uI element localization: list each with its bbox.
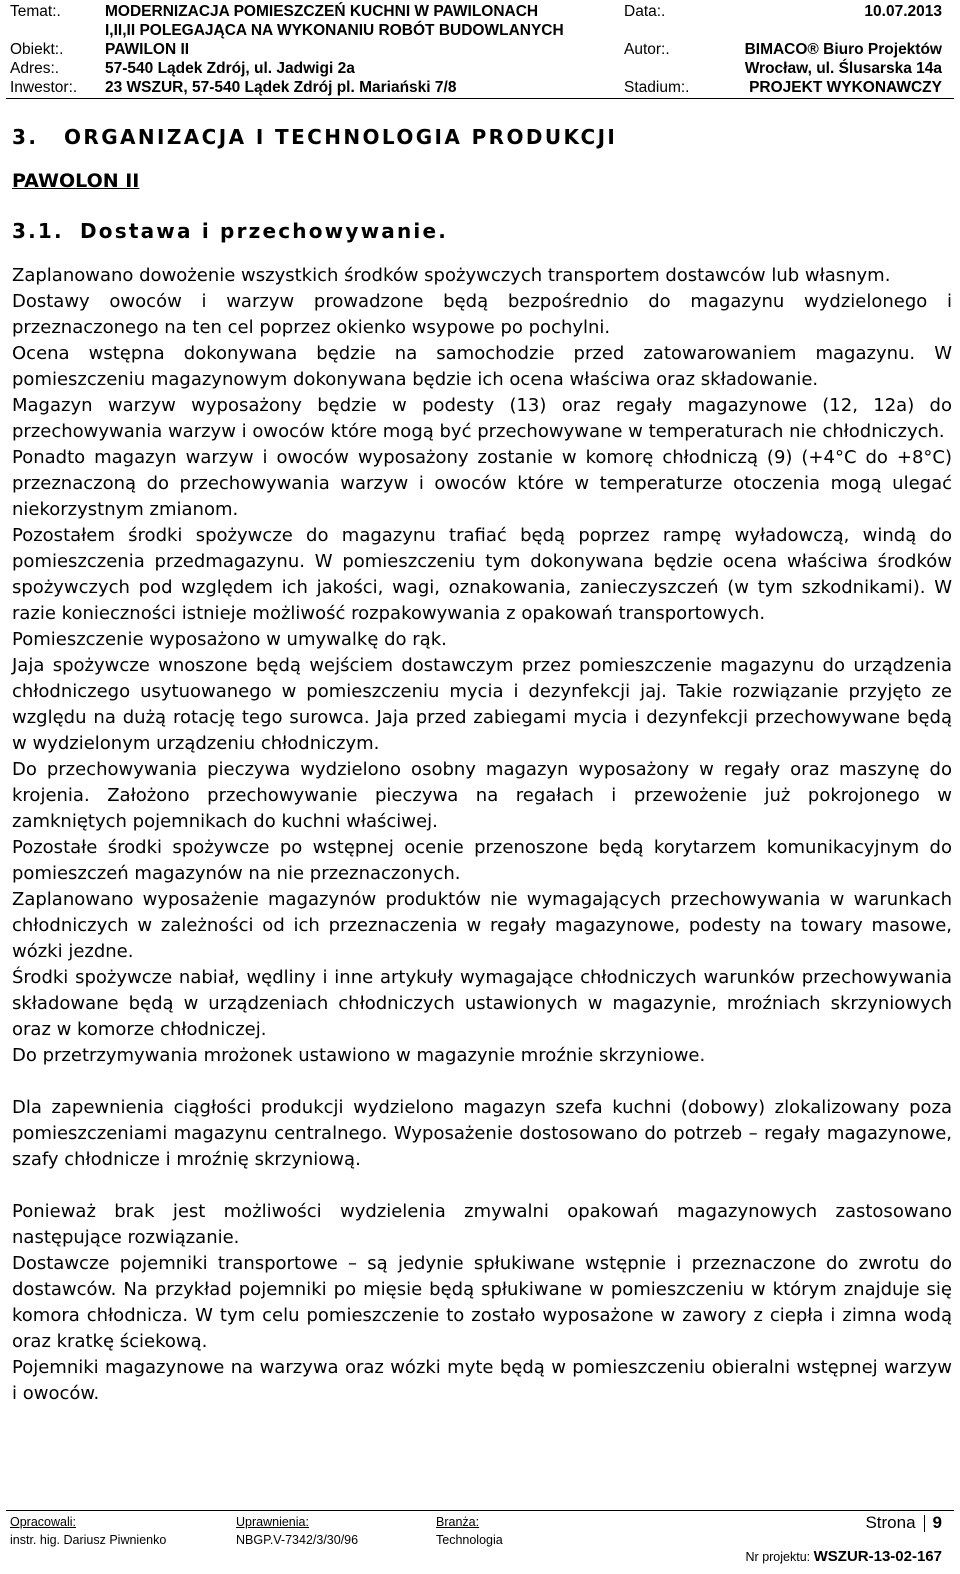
footer-license xyxy=(236,1513,358,1549)
header-value: PAWILON II xyxy=(105,41,190,58)
header-row-adres xyxy=(6,59,954,78)
document-header xyxy=(6,2,954,99)
header-label: Adres:. xyxy=(10,60,60,77)
header-row-obiekt xyxy=(6,40,954,59)
paragraph: Zaplanowano dowożenie wszystkich środków spożywczych transportem dostawców lub własnym. xyxy=(12,265,891,286)
paragraph: Pomieszczenie wyposażono w umywalkę do rąk. xyxy=(12,629,447,650)
paragraph: Do przechowywania pieczywa wydzielono osobny magazyn wyposażony w regały oraz maszynę do krojenia. Założono przechowywanie pieczywa na regałach i przewożenie już pokrojonego w zamkniętych pojemnikach do kuchni właściwej. xyxy=(12,759,952,832)
header-label-right: Data:. xyxy=(624,3,666,20)
header-value-right: 10.07.2013 xyxy=(864,3,942,20)
paragraph: Ponieważ brak jest możliwości wydzielenia zmywalni opakowań magazynowych zastosowano następujące rozwiązanie. xyxy=(12,1201,952,1248)
paragraph: Dostawcze pojemniki transportowe – są jedynie spłukiwane wstępnie i przeznaczone do zwrotu do dostawców. Na przykład pojemniki po mięsie będą spłukiwane w pomieszczeniu w którym znajduje się komora chłodnicza. W tym celu pomieszczenie to zostało wyposażone w zawory z ciepła i zimna wodą oraz kratkę ściekową. xyxy=(12,1253,952,1352)
page-value: 9 xyxy=(932,1513,942,1532)
footer-author-value: instr. hig. Dariusz Piwnienko xyxy=(10,1533,167,1547)
header-label-right: Autor:. xyxy=(624,41,670,58)
header-row-temat-cont xyxy=(6,21,954,40)
paragraph: Ocena wstępna dokonywana będzie na samochodzie przed zatowarowaniem magazynu. W pomieszczeniu magazynowym dokonywana będzie ich ocena właściwa oraz składowanie. xyxy=(12,343,952,390)
paragraph: Magazyn warzyw wyposażony będzie w podesty (13) oraz regały magazynowe (12, 12a) do przechowywania warzyw i owoców które mogą być przechowywane w temperaturach nie chłodniczych. xyxy=(12,395,952,442)
header-value-right: Wrocław, ul. Ślusarska 14a xyxy=(744,60,942,77)
document-body xyxy=(12,263,952,1407)
footer-branch-value: Technologia xyxy=(436,1533,503,1547)
footer-license-value: NBGP.V-7342/3/30/96 xyxy=(236,1533,359,1547)
paragraph: Jaja spożywcze wnoszone będą wejściem dostawczym przez pomieszczenie magazynu do urządzenia chłodniczego usytuowanego w pomieszczeniu mycia i dezynfekcji jaj. Takie rozwiązanie przyjęto ze względu na dużą rotację tego surowca. Jaja przed zabiegami mycia i dezynfekcji przechowywane będą w wydzielonym urządzeniu chłodniczym. xyxy=(12,655,952,754)
footer-author xyxy=(10,1513,166,1549)
footer-author-label: Opracowali: xyxy=(10,1515,76,1529)
paragraph: Środki spożywcze nabiał, wędliny i inne artykuły wymagające chłodniczych warunków przechowywania składowane będą w urządzeniach chłodniczych ustawionych w magazynie, mroźniach skrzyniowych oraz w komorze chłodniczej. xyxy=(12,967,952,1040)
page-separator xyxy=(924,1515,925,1532)
paragraph: Do przetrzymywania mrożonek ustawiono w magazynie mroźnie skrzyniowe. xyxy=(12,1045,706,1066)
project-number-label: Nr projektu: xyxy=(745,1550,811,1564)
header-value-right: PROJEKT WYKONAWCZY xyxy=(749,79,942,96)
header-row-inwestor xyxy=(6,78,954,97)
subsection-heading xyxy=(12,219,448,243)
header-value-right: BIMACO® Biuro Projektów xyxy=(744,41,942,58)
header-value: MODERNIZACJA POMIESZCZEŃ KUCHNI W PAWILONACH xyxy=(105,3,539,20)
paragraph: Dostawy owoców i warzyw prowadzone będą bezpośrednio do magazynu wydzielonego i przeznaczonego na ten cel poprzez okienko wsypowe po pochylni. xyxy=(12,291,952,338)
paragraph: Zaplanowano wyposażenie magazynów produktów nie wymagających przechowywania w warunkach chłodniczych w zależności od ich przeznaczenia w regały magazynowe, podesty na towary masowe, wózki jezdne. xyxy=(12,889,952,962)
header-label: Temat:. xyxy=(10,3,61,20)
subsection-number: 3.1. xyxy=(12,219,64,243)
footer-branch-label: Branża: xyxy=(436,1515,480,1529)
paragraph: Ponadto magazyn warzyw i owoców wyposażony zostanie w komorę chłodniczą (9) (+4°C do +8°C) przeznaczoną do przechowywania warzyw i owoców które w temperaturze otoczenia mogą ulegać niekorzystnym zmianom. xyxy=(12,447,952,520)
paragraph: Pozostałem środki spożywcze do magazynu trafiać będą poprzez rampę wyładowczą, windą do pomieszczenia przedmagazynu. W pomieszczeniu tym dokonywana będzie ocena właściwa środków spożywczych pod względem ich jakości, wagi, oznakowania, zanieczyszczeń (w tym szkodnikami). W razie konieczności istnieje możliwość rozpakowywania z opakowań transportowych. xyxy=(12,525,952,624)
page-number xyxy=(865,1513,942,1533)
section-number: 3. xyxy=(12,125,39,149)
header-value: 23 WSZUR, 57-540 Lądek Zdrój pl. Mariański 7/8 xyxy=(105,79,457,96)
building-subtitle: PAWOLON II xyxy=(12,170,140,192)
project-number-value: WSZUR-13-02-167 xyxy=(813,1548,942,1565)
header-label-right: Stadium:. xyxy=(624,79,690,96)
header-value: 57-540 Lądek Zdrój, ul. Jadwigi 2a xyxy=(105,60,355,77)
footer-license-label: Uprawnienia: xyxy=(236,1515,309,1529)
header-value: I,II,II POLEGAJĄCA NA WYKONANIU ROBÓT BUDOWLANYCH xyxy=(105,22,564,39)
section-heading xyxy=(12,125,617,149)
paragraph: Pojemniki magazynowe na warzywa oraz wózki myte będą w pomieszczeniu obieralni wstępnej warzyw i owoców. xyxy=(12,1357,952,1404)
project-number xyxy=(746,1548,942,1565)
paragraph: Dla zapewnienia ciągłości produkcji wydzielono magazyn szefa kuchni (dobowy) zlokalizowany poza pomieszczeniami magazynu centralnego. Wyposażenie dostosowano do potrzeb – regały magazynowe, szafy chłodnicze i mroźnię skrzyniową. xyxy=(12,1097,952,1170)
page-label: Strona xyxy=(865,1513,916,1532)
subsection-title: Dostawa i przechowywanie. xyxy=(80,219,449,243)
paragraph: Pozostałe środki spożywcze po wstępnej ocenie przenoszone będą korytarzem komunikacyjnym do pomieszczeń magazynów na nie przeznaczonych. xyxy=(12,837,952,884)
header-row-temat xyxy=(6,2,954,21)
document-footer xyxy=(6,1510,954,1571)
header-label: Obiekt:. xyxy=(10,41,64,58)
footer-branch xyxy=(436,1513,503,1549)
section-title: ORGANIZACJA I TECHNOLOGIA PRODUKCJI xyxy=(64,125,618,149)
header-label: Inwestor:. xyxy=(10,79,78,96)
